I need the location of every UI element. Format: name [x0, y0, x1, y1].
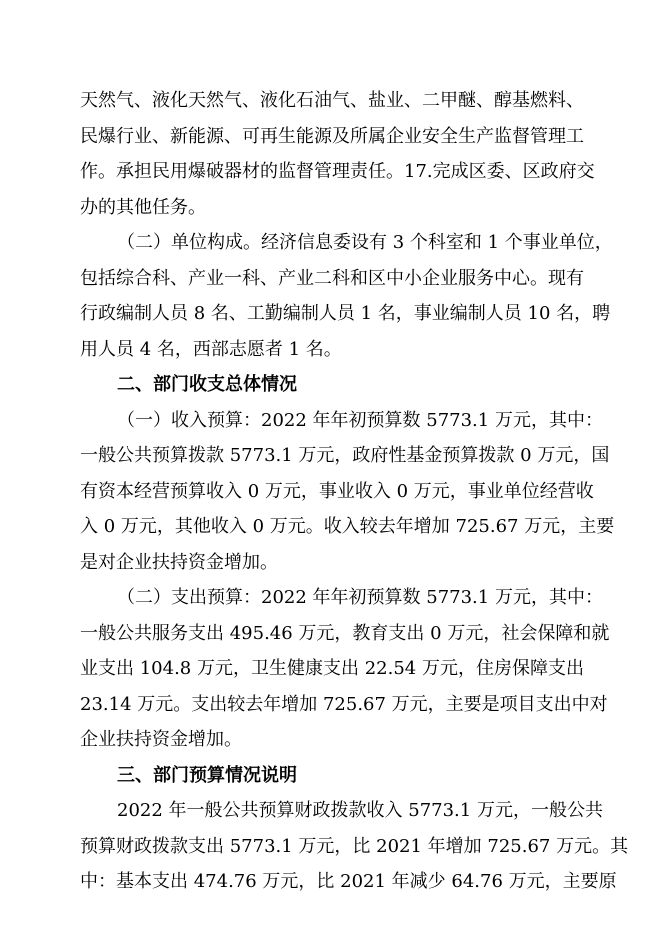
- text-line: 是对企业扶持资金增加。: [80, 552, 278, 573]
- text-line: 2022 年一般公共预算财政拨款收入 5773.1 万元，一般公共: [117, 800, 603, 821]
- text-line: （一）收入预算：2022 年年初预算数 5773.1 万元，其中：: [117, 410, 603, 431]
- text-line: 包括综合科、产业一科、产业二科和区中小企业服务中心。现有: [80, 268, 584, 289]
- text-line: 中：基本支出 474.76 万元，比 2021 年减少 64.76 万元，主要原: [80, 871, 617, 892]
- section-heading: 三、部门预算情况说明: [117, 765, 297, 786]
- text-line: 一般公共服务支出 495.46 万元，教育支出 0 万元，社会保障和就: [80, 623, 610, 644]
- text-line: 办的其他任务。: [80, 197, 206, 218]
- text-line: 作。承担民用爆破器材的监督管理责任。17.完成区委、区政府交: [80, 161, 595, 182]
- text-line: （二）单位构成。经济信息委设有 3 个科室和 1 个事业单位，: [117, 232, 613, 253]
- text-line: 业支出 104.8 万元，卫生健康支出 22.54 万元，住房保障支出: [80, 658, 584, 679]
- text-line: 一般公共预算拨款 5773.1 万元，政府性基金预算拨款 0 万元，国: [80, 445, 610, 466]
- text-line: （二）支出预算：2022 年年初预算数 5773.1 万元，其中：: [117, 587, 603, 608]
- text-line: 天然气、液化天然气、液化石油气、盐业、二甲醚、醇基燃料、: [80, 90, 584, 111]
- text-line: 有资本经营预算收入 0 万元，事业收入 0 万元，事业单位经营收: [80, 481, 594, 502]
- text-line: 入 0 万元，其他收入 0 万元。收入较去年增加 725.67 万元，主要: [80, 516, 615, 537]
- text-line: 行政编制人员 8 名、工勤编制人员 1 名，事业编制人员 10 名，聘: [80, 303, 611, 324]
- text-line: 企业扶持资金增加。: [80, 729, 242, 750]
- text-line: 民爆行业、新能源、可再生能源及所属企业安全生产监督管理工: [80, 126, 584, 147]
- section-heading: 二、部门收支总体情况: [117, 374, 297, 395]
- text-line: 23.14 万元。支出较去年增加 725.67 万元，主要是项目支出中对: [80, 694, 608, 715]
- text-line: 用人员 4 名，西部志愿者 1 名。: [80, 339, 342, 360]
- text-line: 预算财政拨款支出 5773.1 万元，比 2021 年增加 725.67 万元。其: [80, 836, 629, 857]
